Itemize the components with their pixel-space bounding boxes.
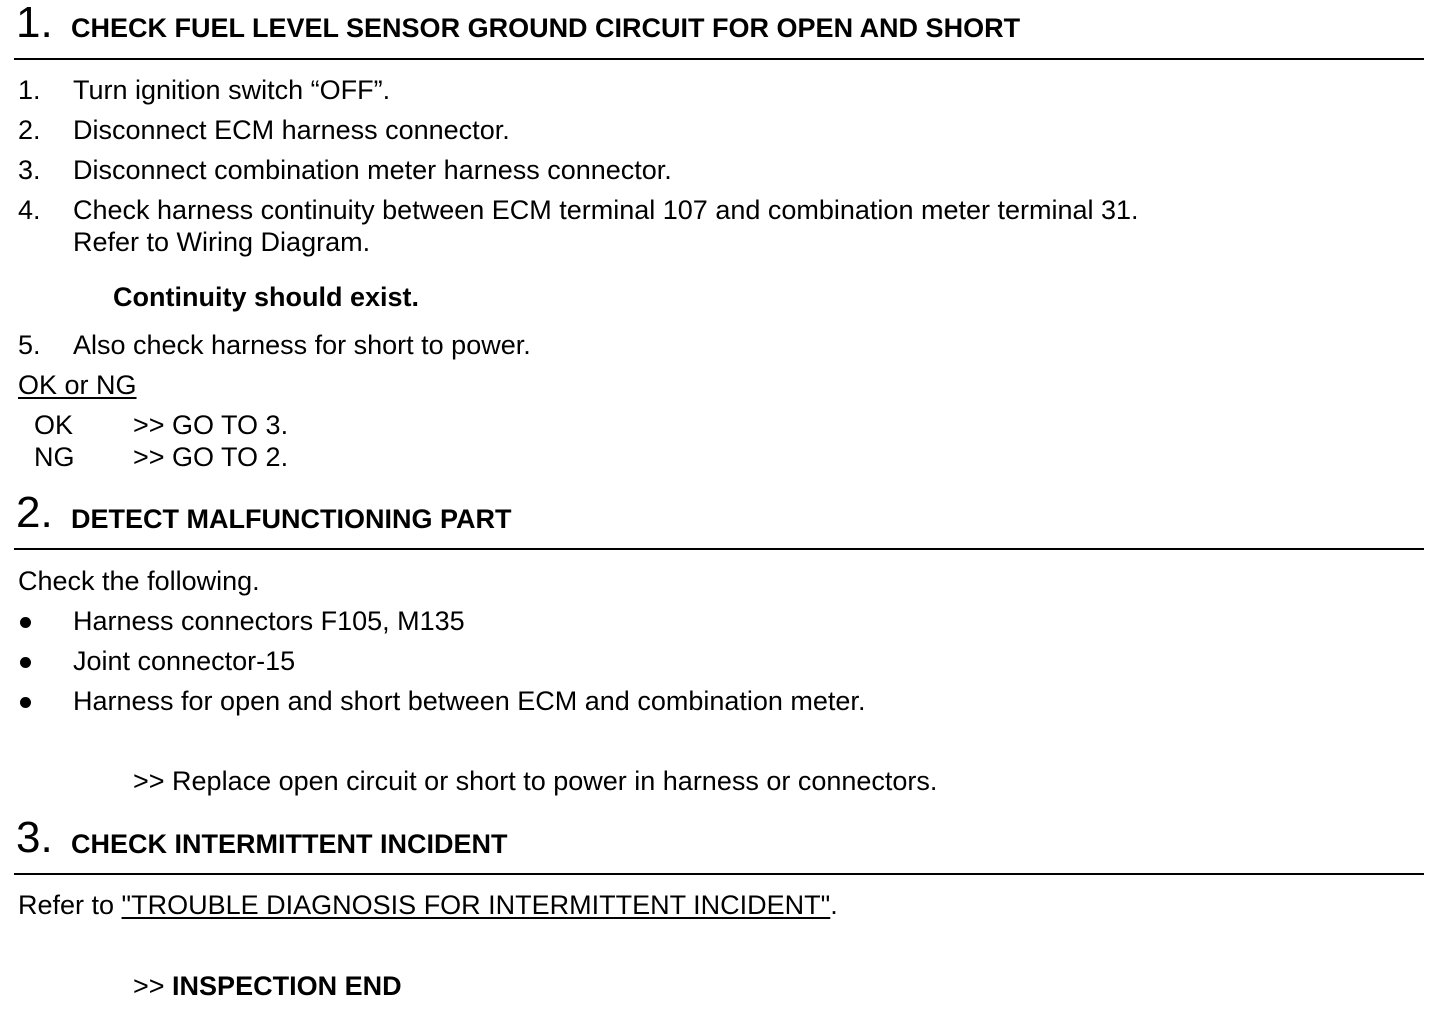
trouble-diagnosis-link[interactable]: "TROUBLE DIAGNOSIS FOR INTERMITTENT INCIDENT" <box>121 890 831 920</box>
result-ok-action: >> GO TO 3. <box>133 410 289 440</box>
step-1-item-1-text: Turn ignition switch “OFF”. <box>73 75 391 105</box>
result-ng-action: >> GO TO 2. <box>133 442 289 472</box>
bullet-icon <box>20 657 31 668</box>
check-item-1: Harness connectors F105, M135 <box>73 606 465 636</box>
step-1-item-1-number: 1. <box>18 75 41 105</box>
bullet-icon <box>20 617 31 628</box>
step-1-number: 1. <box>16 0 53 47</box>
step-1-item-3-number: 3. <box>18 155 41 185</box>
refer-line <box>18 889 838 921</box>
ok-ng-label: OK or NG <box>18 370 137 400</box>
step-2-divider <box>14 548 1424 550</box>
step-1-item-2-number: 2. <box>18 115 41 145</box>
step-3-title: CHECK INTERMITTENT INCIDENT <box>71 829 508 859</box>
inspection-end <box>133 970 402 1002</box>
step-2-number: 2. <box>16 488 53 537</box>
bullet-icon <box>20 697 31 708</box>
step-2-action: >> Replace open circuit or short to power in harness or connectors. <box>133 766 938 796</box>
continuity-spec: Continuity should exist. <box>113 282 420 312</box>
step-3-divider <box>14 873 1424 875</box>
step-1-item-4-text: Check harness continuity between ECM terminal 107 and combination meter terminal 31. <box>73 195 1139 225</box>
step-1-item-4-text-continued: Refer to Wiring Diagram. <box>73 227 371 257</box>
refer-suffix: . <box>830 890 838 920</box>
result-ok-label: OK <box>34 410 74 440</box>
step-2-intro: Check the following. <box>18 566 260 596</box>
inspection-end-prefix: >> <box>133 971 173 1001</box>
step-1-title: CHECK FUEL LEVEL SENSOR GROUND CIRCUIT FOR OPEN AND SHORT <box>71 13 1021 43</box>
step-1-item-4-number: 4. <box>18 195 41 225</box>
result-ng-label: NG <box>34 442 75 472</box>
inspection-end-label: INSPECTION END <box>172 971 402 1001</box>
step-1-item-5-text: Also check harness for short to power. <box>73 330 531 360</box>
step-2-title: DETECT MALFUNCTIONING PART <box>71 504 512 534</box>
step-1-item-5-number: 5. <box>18 330 41 360</box>
check-item-3: Harness for open and short between ECM and combination meter. <box>73 686 866 716</box>
step-1-item-3-text: Disconnect combination meter harness connector. <box>73 155 672 185</box>
step-3-number: 3. <box>16 813 53 862</box>
refer-prefix: Refer to <box>18 890 122 920</box>
step-1-item-2-text: Disconnect ECM harness connector. <box>73 115 510 145</box>
step-1-divider <box>14 58 1424 60</box>
check-item-2: Joint connector-15 <box>73 646 296 676</box>
